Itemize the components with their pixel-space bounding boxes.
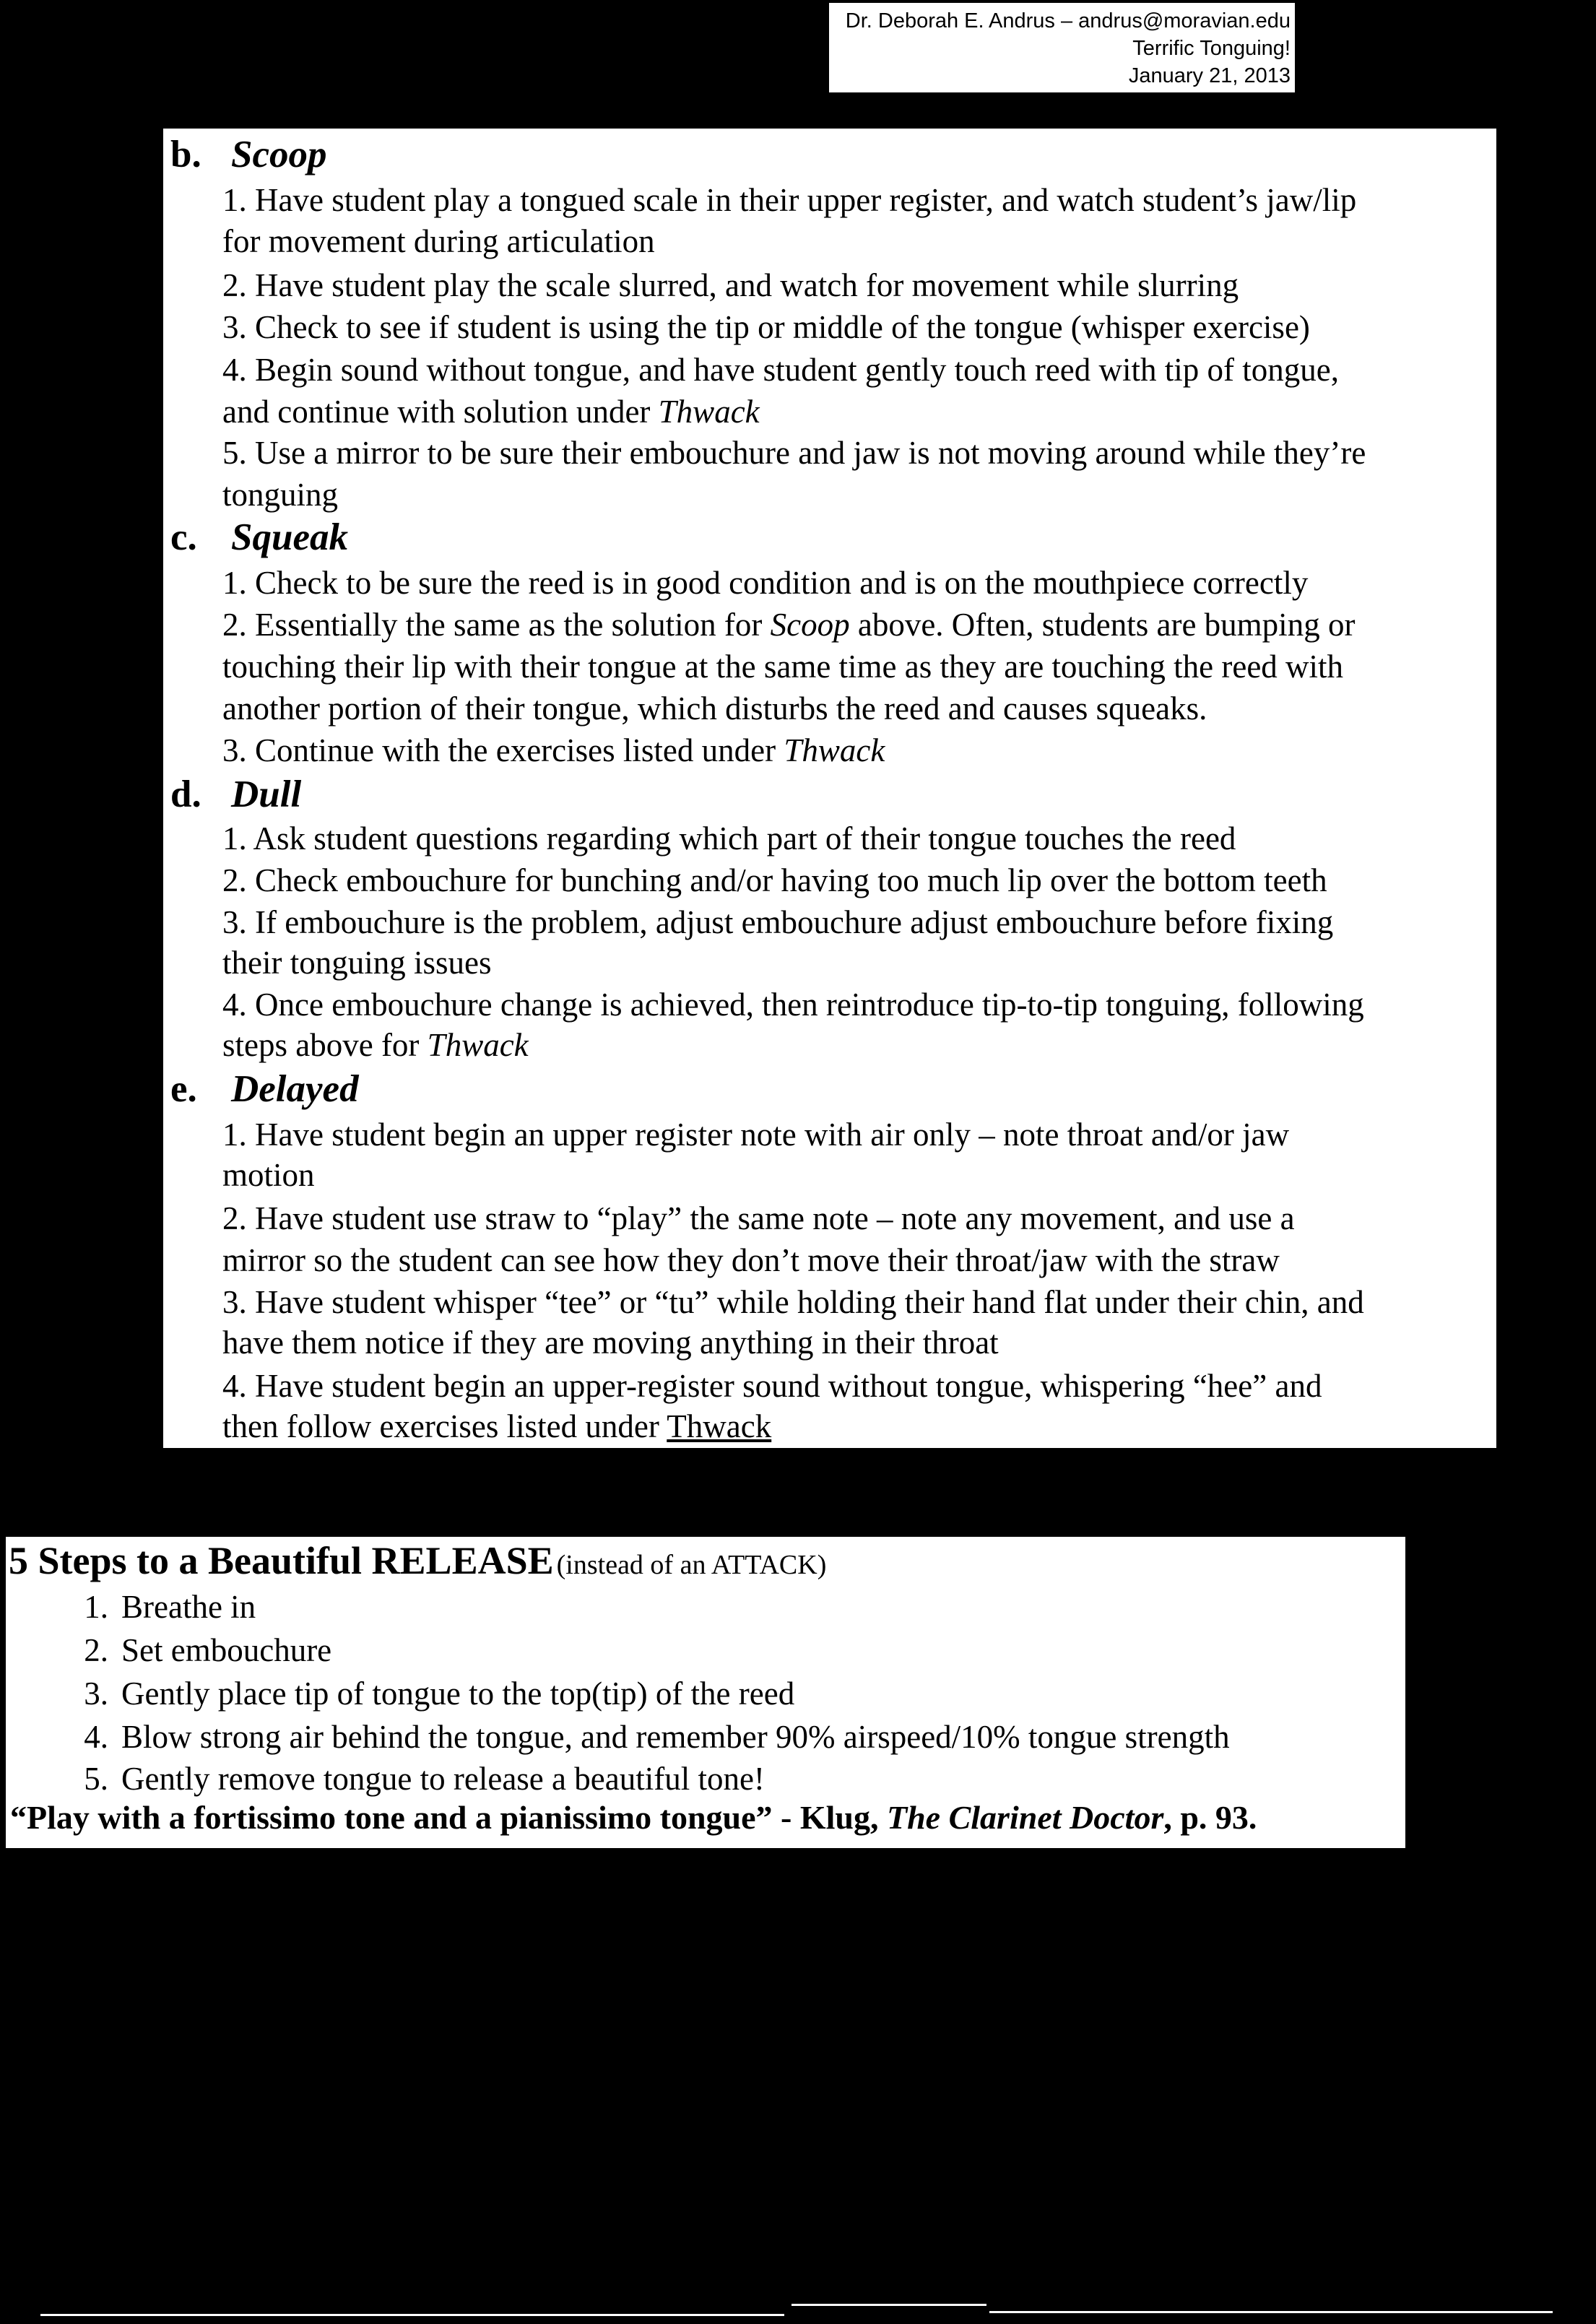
footer-rule-left bbox=[40, 2314, 784, 2316]
thwack-reference: Thwack bbox=[658, 394, 760, 430]
footer-rule-right bbox=[989, 2311, 1553, 2313]
list-item: 2. Check embouchure for bunching and/or having too much lip over the bottom teeth bbox=[222, 862, 1327, 898]
klug-quote: “Play with a fortissimo tone and a pianissimo tongue” - Klug, The Clarinet Doctor, p. 93. bbox=[10, 1799, 1257, 1836]
scoop-reference: Scoop bbox=[770, 607, 850, 643]
list-item-cont: motion bbox=[222, 1157, 315, 1193]
list-item: 2. Have student use straw to “play” the same note – note any movement, and use a bbox=[222, 1200, 1295, 1236]
book-title: The Clarinet Doctor bbox=[887, 1799, 1164, 1836]
list-item-cont: have them notice if they are moving anything in their throat bbox=[222, 1324, 999, 1361]
section-title: Dull bbox=[231, 773, 302, 815]
section-title: Scoop bbox=[231, 134, 327, 175]
list-item-cont: and continue with solution under Thwack bbox=[222, 394, 760, 430]
section-heading-delayed bbox=[170, 1066, 359, 1112]
thwack-reference: Thwack bbox=[784, 732, 885, 768]
author-line: Dr. Deborah E. Andrus – andrus@moravian.edu bbox=[845, 9, 1291, 32]
list-item: 4. Begin sound without tongue, and have student gently touch reed with tip of tongue, bbox=[222, 352, 1339, 388]
release-step: 1. Breathe in bbox=[84, 1589, 256, 1625]
topic-line: Terrific Tonguing! bbox=[1132, 37, 1291, 60]
list-item: 1. Have student play a tongued scale in their upper register, and watch student’s jaw/lip bbox=[222, 182, 1357, 218]
release-step: 4. Blow strong air behind the tongue, and remember 90% airspeed/10% tongue strength bbox=[84, 1719, 1230, 1755]
list-item: 3. Continue with the exercises listed under Thwack bbox=[222, 732, 885, 768]
list-item-cont: another portion of their tongue, which disturbs the reed and causes squeaks. bbox=[222, 690, 1207, 727]
thwack-reference: Thwack bbox=[667, 1408, 772, 1444]
list-item-cont: then follow exercises listed under Thwack bbox=[222, 1408, 772, 1444]
list-item-cont: touching their lip with their tongue at the same time as they are touching the reed with bbox=[222, 649, 1344, 685]
footer-rule-mid bbox=[792, 2304, 986, 2306]
list-item: 5. Use a mirror to be sure their embouchure and jaw is not moving around while they’re bbox=[222, 435, 1366, 471]
list-item: 4. Once embouchure change is achieved, then reintroduce tip-to-tip tonguing, following bbox=[222, 987, 1364, 1023]
section-title: Squeak bbox=[231, 516, 348, 558]
list-item-cont: steps above for Thwack bbox=[222, 1027, 529, 1063]
list-item: 1. Have student begin an upper register note with air only – note throat and/or jaw bbox=[222, 1117, 1290, 1153]
date-line: January 21, 2013 bbox=[1128, 64, 1291, 87]
release-title: 5 Steps to a Beautiful RELEASE bbox=[9, 1539, 554, 1582]
list-item-cont: their tonguing issues bbox=[222, 945, 492, 981]
list-item: 2. Essentially the same as the solution for Scoop above. Often, students are bumping or bbox=[222, 607, 1356, 643]
document-header bbox=[829, 3, 1295, 92]
list-item-cont: mirror so the student can see how they don’t move their throat/jaw with the straw bbox=[222, 1242, 1280, 1278]
section-letter: e. bbox=[170, 1068, 197, 1110]
list-item-cont: for movement during articulation bbox=[222, 223, 655, 259]
section-heading bbox=[170, 131, 327, 178]
list-item: 3. Have student whisper “tee” or “tu” while holding their hand flat under their chin, and bbox=[222, 1284, 1364, 1320]
section-heading-squeak bbox=[170, 514, 348, 560]
section-title: Delayed bbox=[231, 1068, 359, 1110]
release-heading bbox=[9, 1538, 826, 1583]
release-step: 3. Gently place tip of tongue to the top(tip) of the reed bbox=[84, 1675, 795, 1712]
thwack-reference: Thwack bbox=[427, 1027, 529, 1063]
list-item: 3. Check to see if student is using the tip or middle of the tongue (whisper exercise) bbox=[222, 309, 1310, 345]
list-item: 1. Ask student questions regarding which part of their tongue touches the reed bbox=[222, 820, 1236, 857]
list-item: 4. Have student begin an upper-register sound without tongue, whispering “hee” and bbox=[222, 1368, 1322, 1404]
section-letter: b. bbox=[170, 134, 201, 175]
section-heading-dull bbox=[170, 771, 301, 818]
release-step: 2. Set embouchure bbox=[84, 1632, 332, 1668]
section-letter: c. bbox=[170, 516, 197, 558]
release-steps-box bbox=[6, 1537, 1405, 1848]
list-item: 2. Have student play the scale slurred, and watch for movement while slurring bbox=[222, 267, 1239, 303]
list-item: 3. If embouchure is the problem, adjust embouchure adjust embouchure before fixing bbox=[222, 904, 1334, 940]
release-subtitle: (instead of an ATTACK) bbox=[556, 1550, 827, 1580]
list-item-cont: tonguing bbox=[222, 477, 339, 513]
list-item: 1. Check to be sure the reed is in good condition and is on the mouthpiece correctly bbox=[222, 565, 1309, 601]
release-step: 5. Gently remove tongue to release a beautiful tone! bbox=[84, 1761, 765, 1797]
tonguing-problems-box bbox=[163, 129, 1496, 1448]
section-letter: d. bbox=[170, 773, 201, 815]
